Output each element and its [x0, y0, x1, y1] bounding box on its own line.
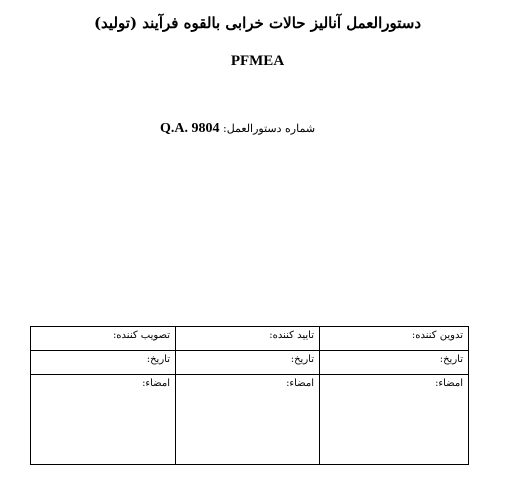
- procedure-number-label: شماره دستورالعمل:: [223, 122, 316, 135]
- reviewed-by-cell: تایید کننده:: [176, 327, 320, 351]
- table-row-signatures: [31, 375, 469, 465]
- prepared-by-cell: تدوین کننده:: [320, 327, 469, 351]
- procedure-number: Q.A. 9804: [160, 121, 220, 136]
- reviewed-date-cell: تاریخ:: [176, 351, 320, 375]
- table-row-dates: [31, 351, 469, 375]
- document-title: دستورالعمل آنالیز حالات خرابی بالقوه فرآیند (تولید): [93, 14, 422, 32]
- prepared-date-cell: تاریخ:: [320, 351, 469, 375]
- approved-signature-cell: امضاء:: [31, 375, 176, 465]
- approved-date-cell: تاریخ:: [31, 351, 176, 375]
- approved-by-cell: تصویب کننده:: [31, 327, 176, 351]
- procedure-number-line: [160, 121, 360, 137]
- prepared-signature-cell: امضاء:: [320, 375, 469, 465]
- reviewed-signature-cell: امضاء:: [176, 375, 320, 465]
- table-row-roles: [31, 327, 469, 351]
- approval-table: [30, 326, 469, 465]
- document-subtitle: PFMEA: [230, 53, 285, 69]
